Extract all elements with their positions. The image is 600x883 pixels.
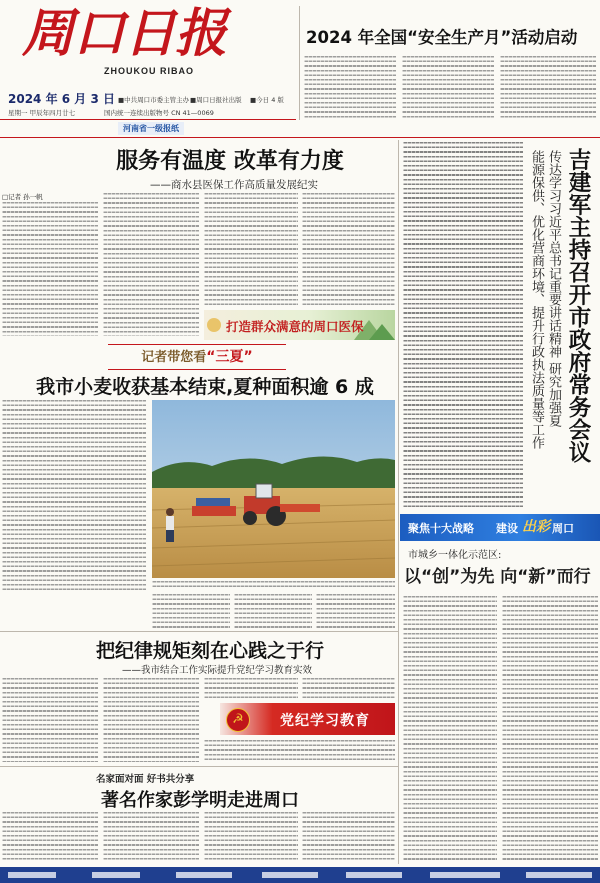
lead-text-col-2	[103, 193, 199, 336]
harvest-text-col-3	[234, 594, 312, 628]
banner-left-text: 聚焦十大战略	[408, 522, 474, 535]
top-story-text-col-2	[402, 56, 494, 118]
right-story-headline: 吉建军主持召开市政府常务会议	[565, 148, 591, 463]
sponsor-line: ■中共周口市委主管主办	[118, 96, 190, 104]
footer-item	[430, 872, 500, 878]
right-story-subhead-1: 传达学习习近平总书记重要讲话精神 研究加强夏	[546, 150, 561, 428]
lunar-date: 星期一 甲辰年四月廿七	[8, 109, 76, 117]
lead-text-col-3	[204, 193, 298, 307]
author-text-col-3	[204, 812, 298, 862]
author-headline: 著名作家彭学明走进周口	[101, 790, 299, 811]
banner-mid-text: 建设	[496, 522, 518, 535]
page-count: ■今日 4 版	[250, 96, 284, 104]
harvest-text-col-2	[152, 594, 230, 628]
feature-kicker: 市城乡一体化示范区:	[408, 550, 502, 561]
lead-text-col-1	[2, 202, 98, 336]
feature-text-col-1	[403, 596, 497, 862]
footer-item	[262, 872, 318, 878]
banner-brand-text: 出彩	[522, 519, 550, 535]
author-text-col-1	[2, 812, 98, 862]
discipline-text-col-5	[204, 740, 395, 762]
publisher-line: ■周口日报社出版	[190, 96, 242, 104]
sanxia-kicker-highlight: “三夏”	[206, 349, 253, 365]
right-story-subhead-2: 能源保供、优化营商环境、提升行政执法质量等工作	[529, 150, 544, 449]
author-text-col-4	[302, 812, 395, 862]
masthead-logo: 周口日报	[22, 3, 227, 64]
wheat-field-photo-icon	[152, 400, 395, 578]
discipline-headline: 把纪律规矩刻在心践之于行	[95, 640, 324, 662]
masthead-pinyin: ZHOUKOU RIBAO	[104, 66, 194, 76]
harvest-photo-caption	[152, 581, 395, 587]
page-rule-top	[0, 137, 600, 138]
discipline-text-col-2	[103, 678, 199, 762]
author-text-col-2	[103, 812, 199, 862]
discipline-subhead: ——我市结合工作实际提升党纪学习教育实效	[122, 665, 313, 676]
medical-insurance-banner-text: 打造群众满意的周口医保	[226, 319, 364, 334]
footer-item	[176, 872, 232, 878]
grade-badge: 河南省一级报纸	[118, 122, 184, 135]
sanxia-kicker	[108, 344, 286, 370]
medical-insurance-banner	[204, 310, 395, 340]
lead-headline: 服务有温度 改革有力度	[116, 149, 344, 174]
issn-line: 国内统一连续出版物号 CN 41—0069	[104, 109, 214, 117]
lead-subhead: ——商水县医保工作高质量发展纪实	[150, 179, 318, 191]
author-divider	[0, 766, 398, 767]
harvest-text-col-1	[2, 400, 146, 590]
harvest-photo	[152, 400, 395, 578]
feature-text-col-2	[502, 596, 598, 862]
discipline-text-col-3	[204, 678, 298, 700]
party-discipline-banner-text: 党纪学习教育	[280, 713, 370, 729]
ten-strategies-banner	[400, 514, 600, 541]
harvest-text-col-4	[316, 594, 395, 628]
right-story-text	[403, 142, 523, 510]
author-kicker: 名家面对面 好书共分享	[96, 774, 195, 785]
top-divider	[299, 6, 300, 120]
lead-text-col-4	[302, 193, 395, 307]
feature-headline: 以“创”为先 向“新”而行	[404, 567, 591, 587]
footer-item	[526, 872, 592, 878]
sanxia-kicker-prefix: 记者带您看	[141, 350, 207, 365]
footer-bar	[0, 867, 600, 883]
top-story-text-col-3	[500, 56, 596, 118]
masthead-rule	[0, 119, 296, 120]
top-story-headline: 2024 年全国“安全生产月”活动启动	[306, 28, 578, 47]
lead-byline: □记者 孙一帆	[2, 193, 43, 201]
discipline-text-col-1	[2, 678, 98, 762]
footer-item	[8, 872, 56, 878]
issue-date: 2024 年 6 月 3 日	[8, 92, 115, 106]
footer-item	[92, 872, 140, 878]
harvest-headline: 我市小麦收获基本结束,夏种面积逾 6 成	[36, 376, 374, 398]
banner-right-text: 周口	[552, 522, 574, 535]
top-story-text-col-1	[304, 56, 396, 118]
footer-item	[346, 872, 402, 878]
party-emblem-icon: ☭	[226, 708, 250, 732]
discipline-divider	[0, 631, 398, 632]
party-discipline-banner	[220, 703, 395, 735]
main-column-divider	[398, 140, 399, 864]
discipline-text-col-4	[302, 678, 395, 700]
